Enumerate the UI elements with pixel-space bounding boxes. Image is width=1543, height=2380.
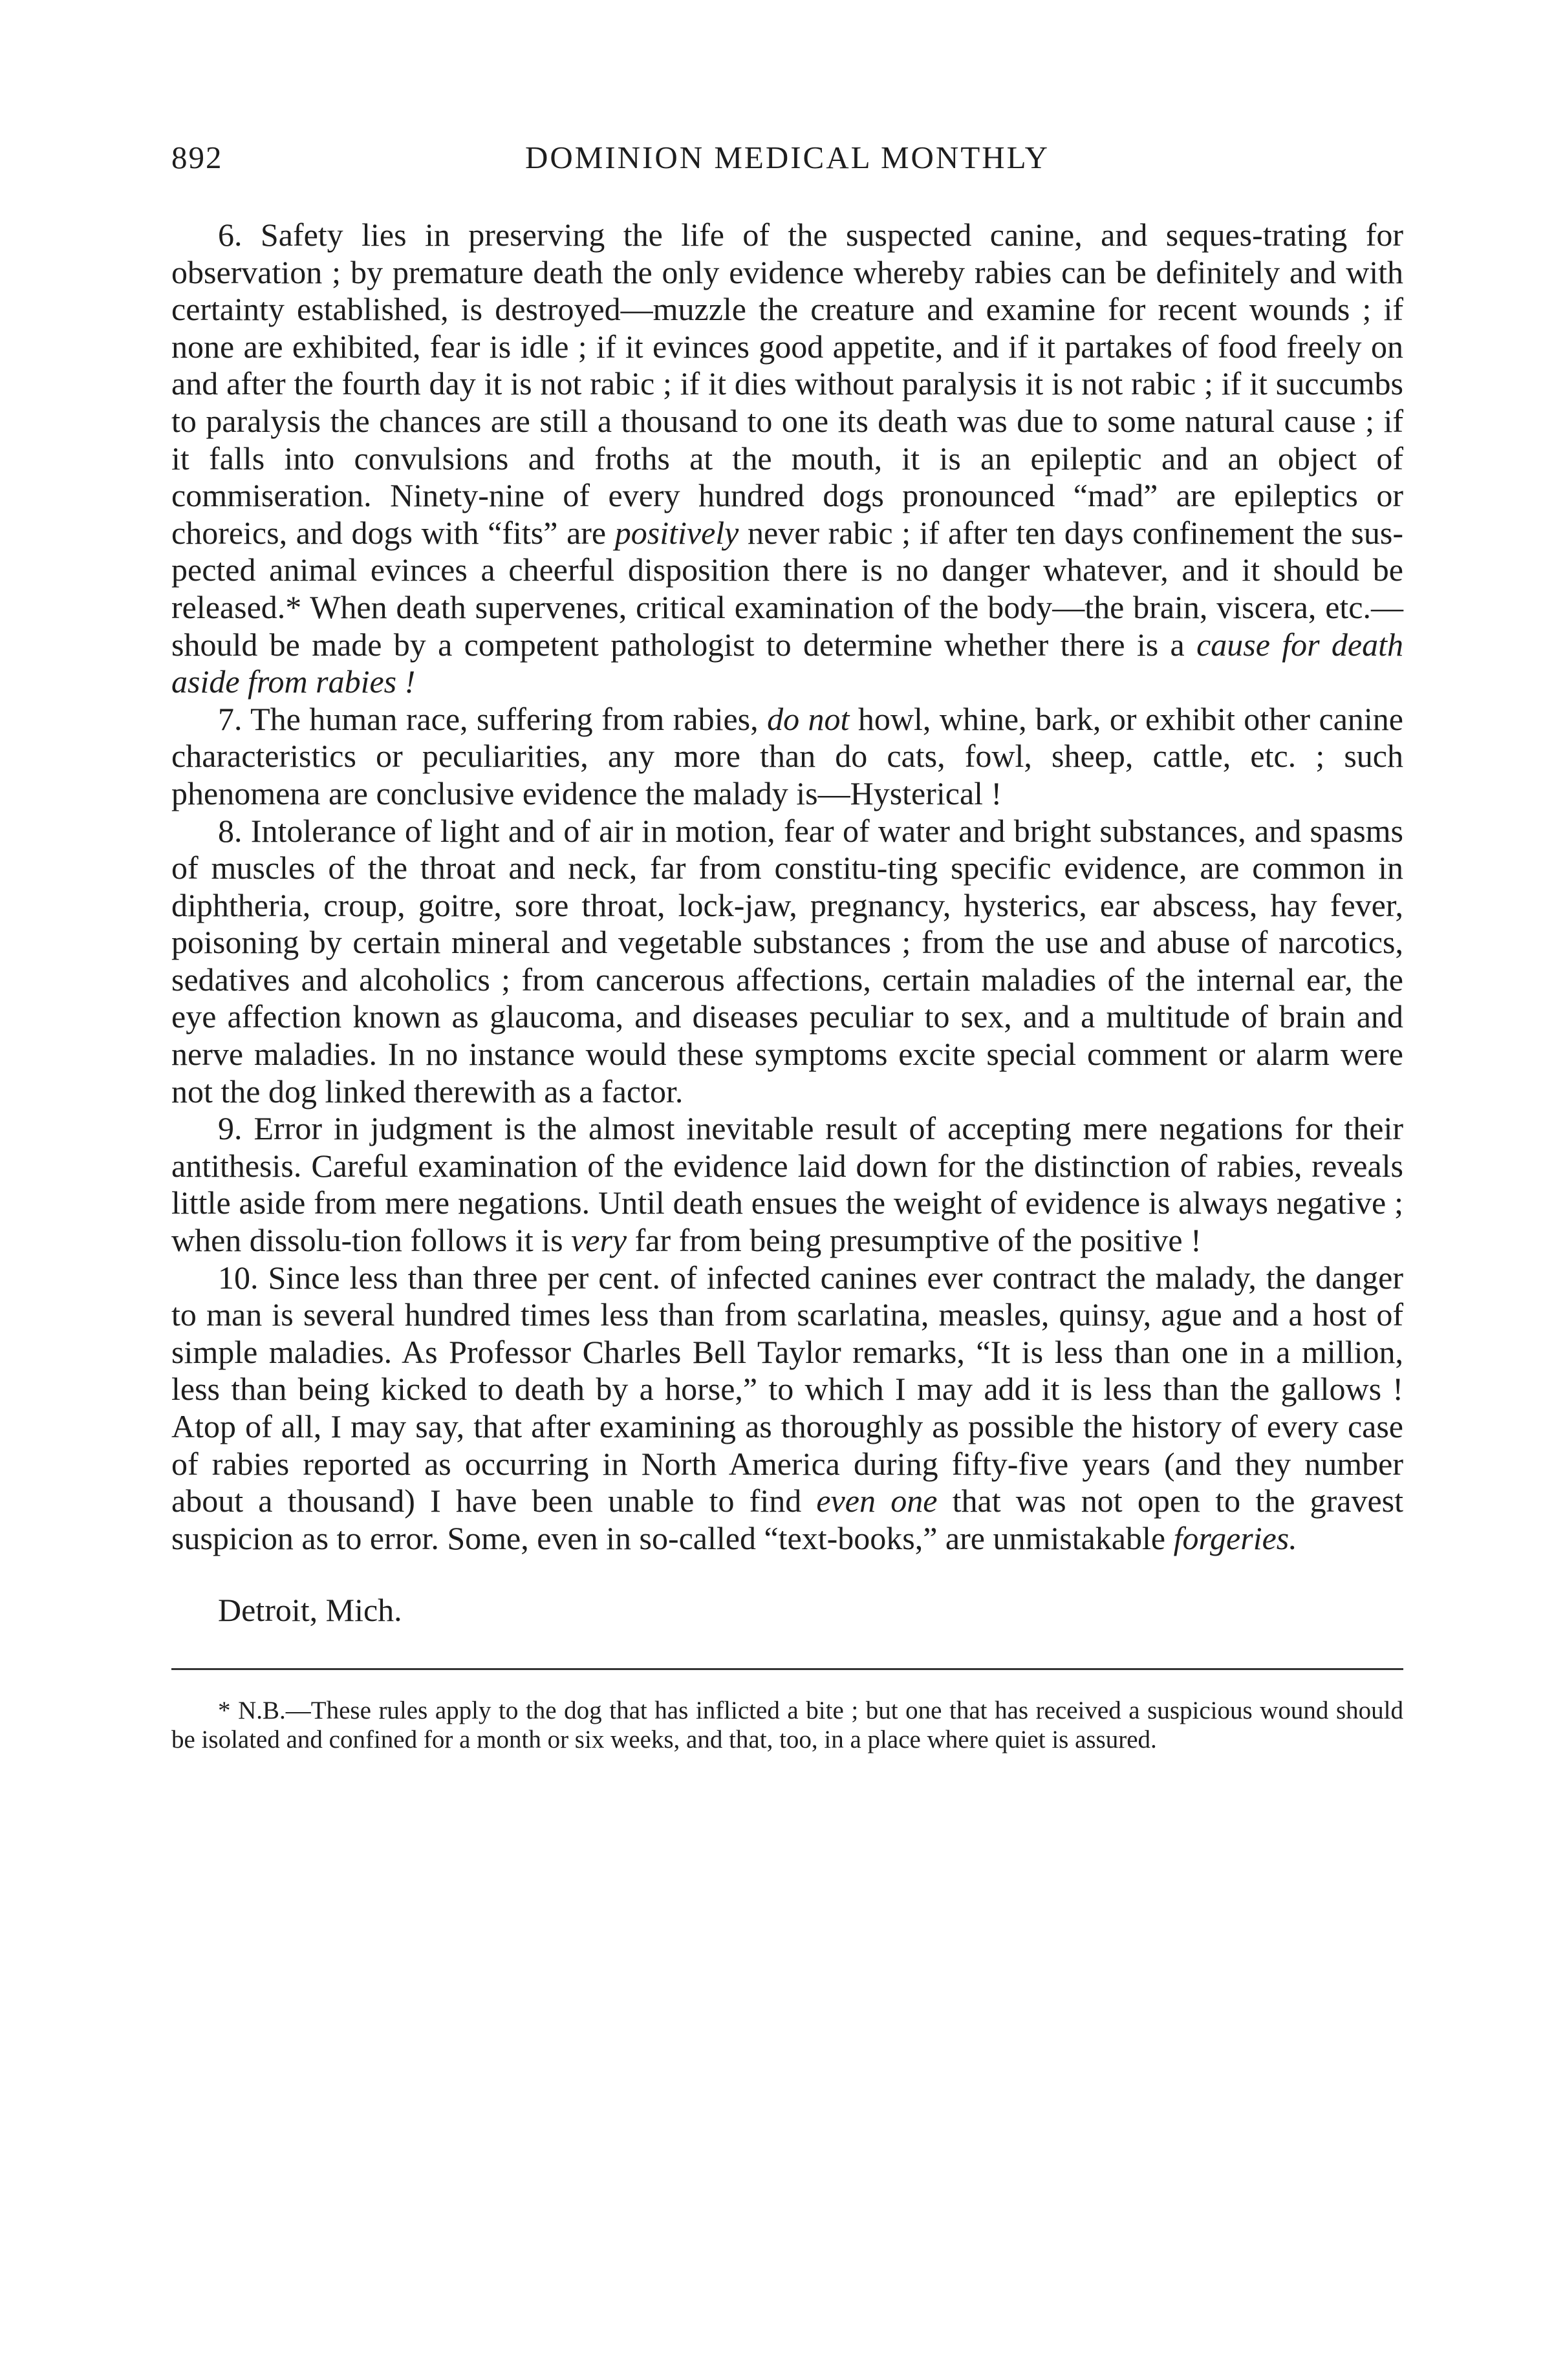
paragraph-9-emphasis-1: very [571, 1222, 627, 1259]
page-number: 892 [171, 140, 223, 175]
article-body [171, 217, 1403, 1557]
paragraph-9-text-2: far from being presumptive of the positive ! [627, 1222, 1202, 1259]
paragraph-10-emphasis-2: forgeries. [1173, 1519, 1297, 1556]
footnote [171, 1696, 1403, 1754]
running-head [171, 139, 1403, 184]
paragraph-7-emphasis-1: do not [767, 700, 850, 737]
paragraph-9 [171, 1110, 1403, 1259]
paragraph-6-text-2: never rabic ; if after ten days confinement the sus-pected animal evinces a cheerful disposition there is no danger whatever, and it should be released.* When death supervenes, critical examination of the body—the brain, viscera, etc.—should be made by a competent pathologist to determine whether there is a [171, 514, 1404, 663]
footnote-text: N.B.—These rules apply to the dog that has inflicted a bite ; but one that has received a suspicious wound should be isolated and confined for a month or six weeks, and that, too, in a place where quiet is assured. [171, 1696, 1403, 1753]
paragraph-10-emphasis-1: even one [816, 1483, 938, 1519]
paragraph-7 [171, 701, 1403, 813]
footnote-marker: * [218, 1696, 231, 1724]
signoff-location: Detroit, Mich. [218, 1592, 402, 1629]
paragraph-10 [171, 1260, 1403, 1558]
paragraph-6-text-1: 6. Safety lies in preserving the life of the suspected canine, and seques-trating for observation ; by premature death the only evidence whereby rabies can be definitely and with certainty established, is destroyed—muzzle the creature and examine for recent wounds ; if none are exhibited, fear is idle ; if it evinces good appetite, and if it partakes of food freely on and after the fourth day it is not rabic ; if it dies without paralysis it is not rabic ; if it succumbs to paralysis the chances are still a thousand to one its death was due to some natural cause ; if it falls into convulsions and froths at the mouth, it is an epileptic and an object of commiseration. Ninety-nine of every hundred dogs pronounced “mad” are epileptics or choreics, and dogs with “fits” are [171, 217, 1403, 551]
running-title: DOMINION MEDICAL MONTHLY [524, 140, 1050, 175]
paragraph-8 [171, 813, 1403, 1111]
footnote-divider [171, 1668, 1403, 1670]
paragraph-7-text-1: 7. The human race, suffering from rabies, [218, 700, 768, 737]
document-page [171, 139, 1403, 1754]
paragraph-10-text-2: that was not open to the gravest suspicion as to error. Some, even in so-called “text-books,” are unmistakable [171, 1483, 1403, 1556]
paragraph-6-emphasis-1: positively [614, 514, 739, 551]
paragraph-10-text-1: 10. Since less than three per cent. of infected canines ever contract the malady, the danger to man is several hundred times less than from scarlatina, measles, quinsy, ague and a host of simple maladies. As Professor Charles Bell Taylor remarks, “It is less than one in a million, less than being kicked to death by a horse,” to which I may add it is less than the gallows ! Atop of all, I may say, that after examining as thoroughly as possible the history of every case of rabies reported as occurring in North America during fifty-five years (and they number about a thousand) I have been unable to find [171, 1259, 1403, 1519]
paragraph-8-text-1: 8. Intolerance of light and of air in motion, fear of water and bright substances, and spasms of muscles of the throat and neck, far from constitu-ting specific evidence, are common in diphtheria, croup, goitre, sore throat, lock-jaw, pregnancy, hysterics, ear abscess, hay fever, poisoning by certain mineral and vegetable substances ; from the use and abuse of narcotics, sedatives and alcoholics ; from cancerous affections, certain maladies of the internal ear, the eye affection known as glaucoma, and diseases peculiar to sex, and a multitude of brain and nerve maladies. In no instance would these symptoms excite special comment or alarm were not the dog linked therewith as a factor. [171, 812, 1403, 1110]
paragraph-6 [171, 217, 1403, 701]
paragraph-9-text-1: 9. Error in judgment is the almost inevitable result of accepting mere negations for their antithesis. Careful examination of the evidence laid down for the distinction of rabies, reveals little aside from mere negations. Until death ensues the weight of evidence is always negative ; when dissolu-tion follows it is [171, 1110, 1403, 1259]
paragraph-6-emphasis-2: cause for death aside from rabies ! [171, 626, 1403, 700]
paragraph-7-text-2: howl, whine, bark, or exhibit other canine characteristics or peculiarities, any more than do cats, fowl, sheep, cattle, etc. ; such phenomena are conclusive evidence the malady is—Hysterical ! [171, 700, 1403, 811]
